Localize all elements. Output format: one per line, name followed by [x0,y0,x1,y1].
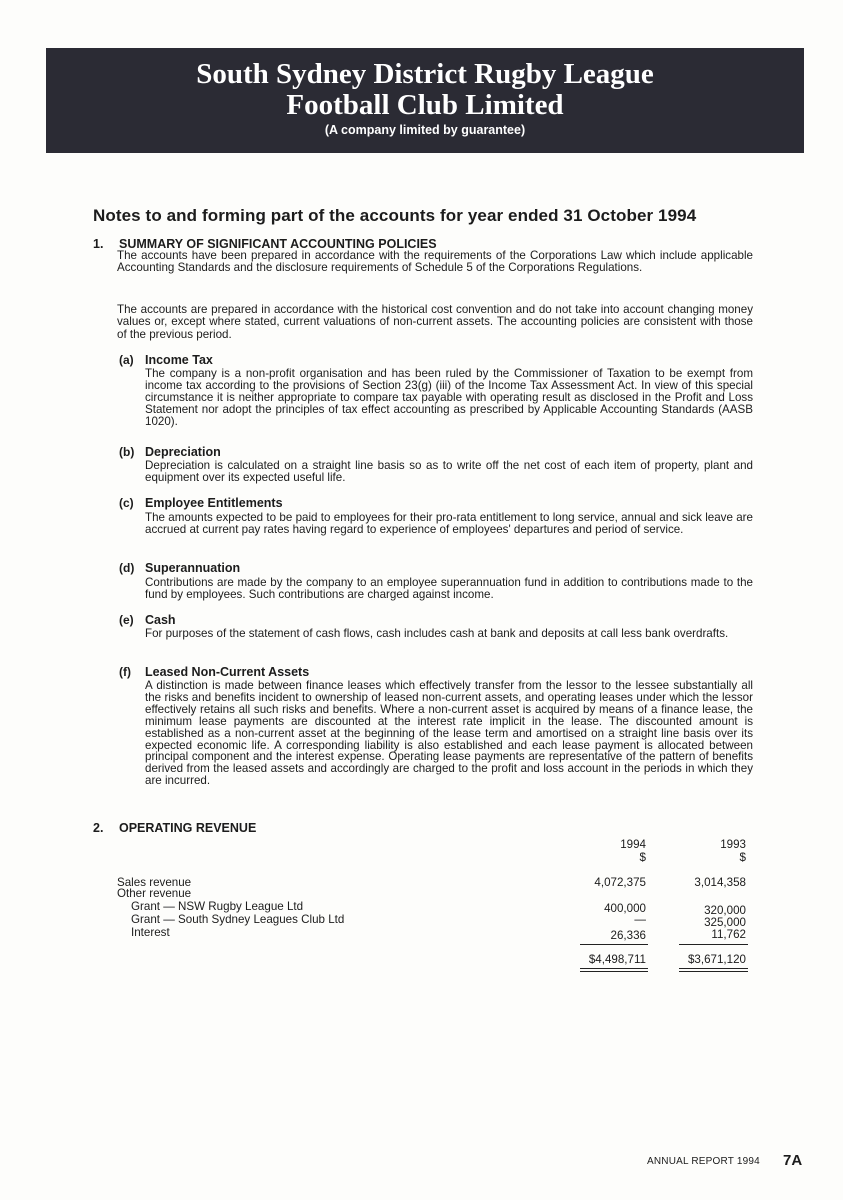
policy-f-body: A distinction is made between finance leases which effectively transfer from the lessor to the lessee substantially all the risks and benefits incident to ownership of leased non-current assets, and operating leases under which the lessor effectively retains all such risks and benefits. Where a non-current asset is acquired by means of a finance lease, the minimum lease payments are discounted at the interest rate implicit in the lease. The discounted amount is established as a non-current asset at the beginning of the lease term and amortised on a straight line basis over its expected economic life. A corresponding liability is also established and each lease payment is allocated between principal component and the interest expense. Operating lease payments are representative of the pattern of benefits derived from the leased assets and accordingly are charged to the profit and loss account in the periods in which they are incurred. [145,679,753,788]
total-double-rule-1994-b [580,971,648,972]
row-sales-revenue-1994: 4,072,375 [594,876,646,889]
page-title: Notes to and forming part of the accounts for year ended 31 October 1994 [93,206,697,225]
policy-e-body: For purposes of the statement of cash flows, cash includes cash at bank and deposits at call less bank overdrafts. [145,627,729,640]
policy-a-heading: Income Tax [145,353,213,367]
total-double-rule-1994-a [580,968,648,969]
subtotal-rule-1993 [679,944,748,945]
policy-f-letter: (f) [119,665,131,679]
policy-b-heading: Depreciation [145,445,221,459]
row-sales-revenue-1993: 3,014,358 [694,876,746,889]
col-unit-1993: $ [739,851,746,864]
total-1994: $4,498,711 [588,953,646,966]
note1-paragraph-2: The accounts are prepared in accordance with the historical cost convention and do not take into account changing money values or, except where stated, current valuations of non-current assets. The accounting policies are consistent with those of the previous period. [117,303,753,341]
club-name-line2: Football Club Limited [286,89,564,121]
header-banner [46,48,804,153]
row-sales-revenue-label: Sales revenue [117,876,192,889]
total-double-rule-1993-a [679,968,748,969]
row-grant-nswrl-1993: 320,000 [704,904,746,917]
policy-d-body: Contributions are made by the company to an employee superannuation fund in addition to contributions made to the fund by employees. Such contributions are charged against income. [145,576,753,601]
note2-number: 2. [93,821,104,835]
row-interest-1994: 26,336 [610,929,646,942]
policy-e-letter: (e) [119,613,134,627]
footer-report-name: ANNUAL REPORT 1994 [647,1156,760,1167]
total-1993: $3,671,120 [687,953,746,966]
col-year-1994: 1994 [620,838,646,851]
policy-c-letter: (c) [119,496,134,510]
policy-d-letter: (d) [119,561,135,575]
company-subtitle: (A company limited by guarantee) [324,123,526,137]
col-year-1993: 1993 [720,838,746,851]
row-grant-leagues-club-1994: — [634,913,646,926]
policy-e-heading: Cash [145,613,176,627]
policy-c-body: The amounts expected to be paid to employees for their pro-rata entitlement to long service, annual and sick leave are accrued at current pay rates having regard to experience of employees' departures and period of service. [145,511,753,536]
policy-a-letter: (a) [119,353,134,367]
note1-heading: SUMMARY OF SIGNIFICANT ACCOUNTING POLICIES [119,237,437,251]
note2-heading: OPERATING REVENUE [119,821,257,835]
subtotal-rule-1994 [580,944,648,945]
row-grant-leagues-club-1993: 325,000 [704,916,746,929]
row-other-revenue-label: Other revenue [117,887,192,900]
policy-a-body: The company is a non-profit organisation and has been ruled by the Commissioner of Taxation to be exempt from income tax according to the provisions of Section 23(g) (iii) of the Income Tax Assessment Act. In view of this special circumstance it is neither appropriate to compare tax payable with operating result as disclosed in the Profit and Loss Statement nor adopt the principles of tax effect accounting as prescribed by Applicable Accounting Standards (AASB 1020). [145,367,753,428]
footer-page-number: 7A [783,1152,803,1169]
total-double-rule-1993-b [679,971,748,972]
note1-paragraph-1: The accounts have been prepared in accordance with the requirements of the Corporations Law which include applicable Accounting Standards and the disclosure requirements of Schedule 5 of the Corporations Regulations. [117,249,753,275]
policy-b-letter: (b) [119,445,135,459]
policy-b-body: Depreciation is calculated on a straight line basis so as to write off the net cost of each item of property, plant and equipment over its expected useful life. [145,459,753,484]
policy-c-heading: Employee Entitlements [145,496,283,510]
note1-number: 1. [93,237,104,251]
row-grant-nswrl-1994: 400,000 [604,902,646,915]
club-name-line1: South Sydney District Rugby League [196,58,654,90]
policy-d-heading: Superannuation [145,561,241,575]
row-interest-1993: 11,762 [711,928,746,941]
col-unit-1994: $ [639,851,646,864]
row-interest-label: Interest [131,926,170,939]
row-grant-leagues-club-label: Grant — South Sydney Leagues Club Ltd [131,913,345,926]
row-grant-nswrl-label: Grant — NSW Rugby League Ltd [131,900,304,913]
policy-f-heading: Leased Non-Current Assets [145,665,310,679]
